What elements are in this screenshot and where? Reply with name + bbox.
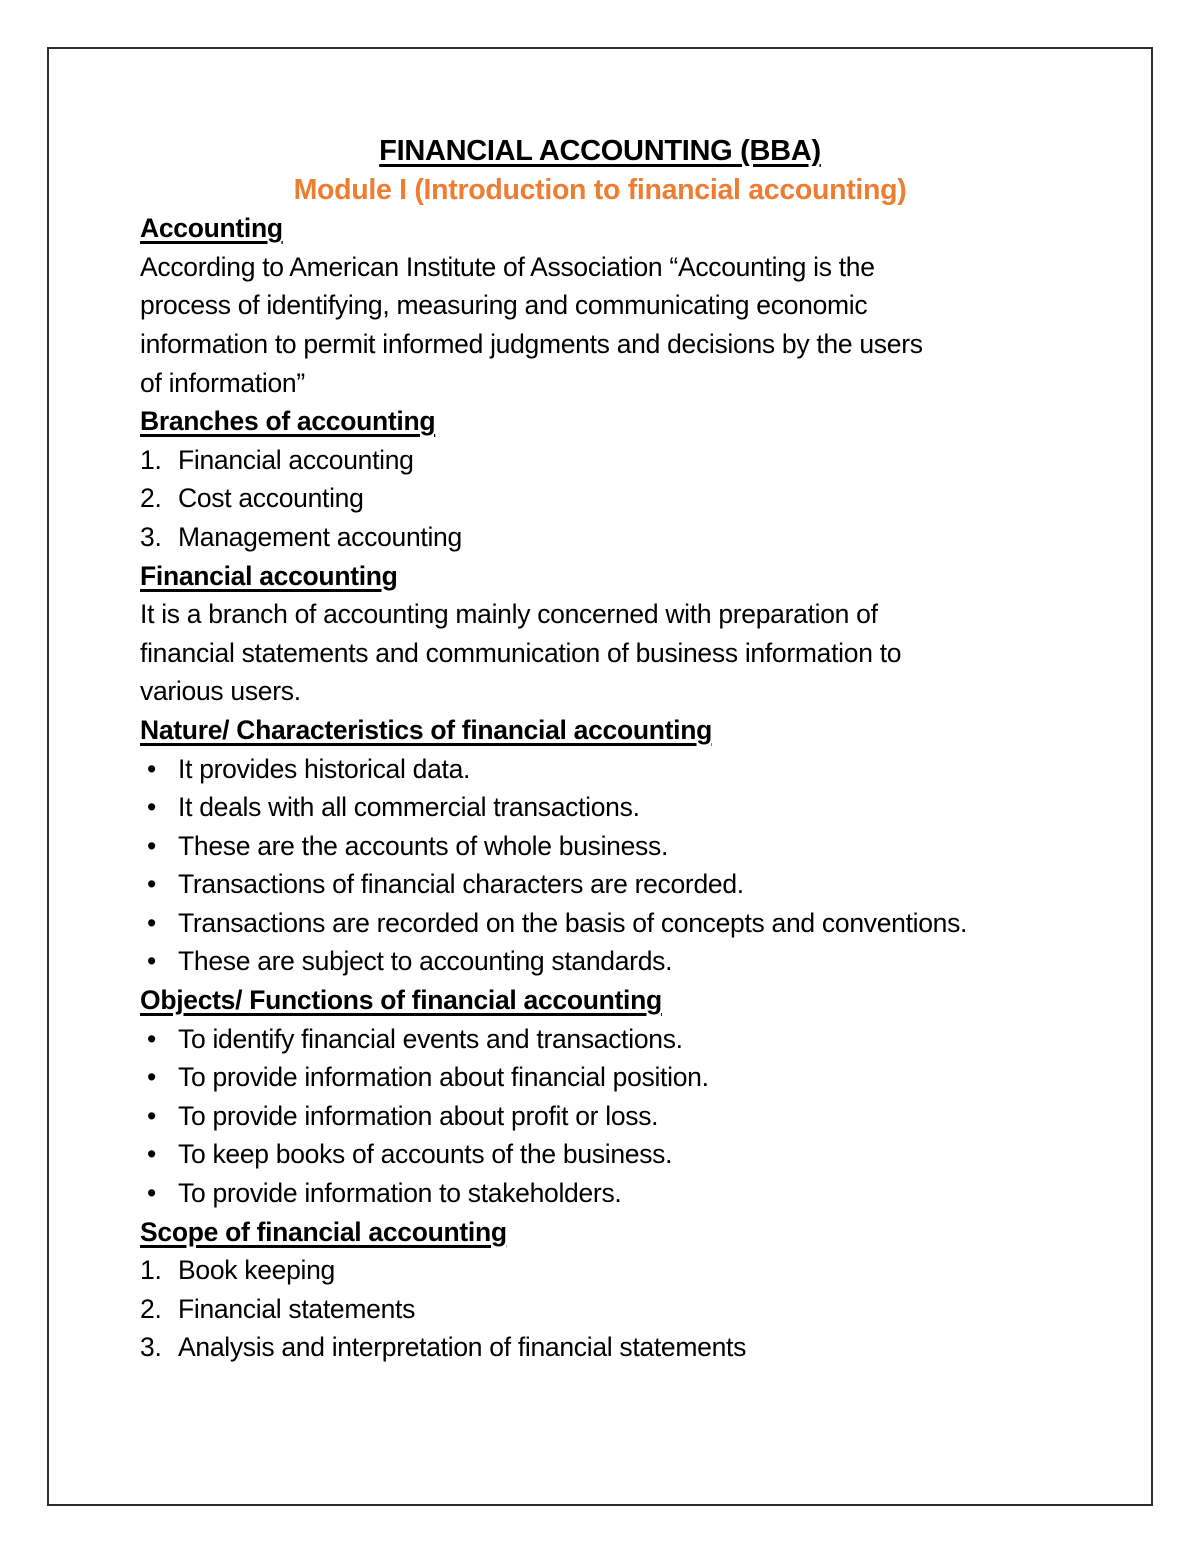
- section-heading-row: [140, 402, 1060, 441]
- bullet-icon: •: [147, 946, 156, 977]
- list-item-text: These are subject to accounting standards.: [178, 946, 673, 977]
- bullet-item: [140, 750, 1060, 789]
- bullet-item: [140, 904, 1060, 943]
- section-heading-row: [140, 981, 1060, 1020]
- paragraph-line: various users.: [140, 676, 301, 707]
- paragraph-line: According to American Institute of Association “Accounting is the: [140, 251, 875, 282]
- subtitle-row: [140, 171, 1060, 210]
- bullet-icon: •: [147, 907, 156, 938]
- list-item-text: Management accounting: [178, 521, 462, 552]
- list-item-text: To provide information about profit or loss.: [178, 1100, 659, 1131]
- list-item-text: Transactions of financial characters are recorded.: [178, 869, 744, 900]
- list-item-text: Financial statements: [178, 1293, 416, 1324]
- paragraph-line: It is a branch of accounting mainly concerned with preparation of: [140, 599, 878, 630]
- list-item-text: It deals with all commercial transactions.: [178, 792, 640, 823]
- paragraph-line: information to permit informed judgments and decisions by the users: [140, 328, 923, 359]
- list-number: 2.: [140, 483, 162, 514]
- section-heading-row: [140, 209, 1060, 248]
- bullet-icon: •: [147, 792, 156, 823]
- section-heading-financial-accounting: Financial accounting: [140, 560, 398, 591]
- list-number: 3.: [140, 521, 162, 552]
- list-item-text: To provide information to stakeholders.: [178, 1178, 622, 1209]
- numbered-item: [140, 441, 1060, 480]
- paragraph-line: process of identifying, measuring and communicating economic: [140, 290, 868, 321]
- section-heading-nature: Nature/ Characteristics of financial accounting: [140, 714, 712, 745]
- bullet-icon: •: [147, 1178, 156, 1209]
- list-item-text: Transactions are recorded on the basis of concepts and conventions.: [178, 907, 968, 938]
- bullet-icon: •: [147, 753, 156, 784]
- numbered-item: [140, 1290, 1060, 1329]
- list-number: 3.: [140, 1332, 162, 1363]
- paragraph-line: financial statements and communication of business information to: [140, 637, 902, 668]
- list-item-text: It provides historical data.: [178, 753, 471, 784]
- bullet-item: [140, 1097, 1060, 1136]
- bullet-item: [140, 1135, 1060, 1174]
- list-number: 1.: [140, 444, 162, 475]
- bullet-icon: •: [147, 1100, 156, 1131]
- section-heading-row: [140, 557, 1060, 596]
- bullet-item: [140, 1174, 1060, 1213]
- bullet-item: [140, 1058, 1060, 1097]
- numbered-item: [140, 1328, 1060, 1367]
- bullet-icon: •: [147, 830, 156, 861]
- numbered-item: [140, 1251, 1060, 1290]
- list-item-text: To identify financial events and transactions.: [178, 1023, 683, 1054]
- list-item-text: To keep books of accounts of the business.: [178, 1139, 673, 1170]
- bullet-icon: •: [147, 1023, 156, 1054]
- bullet-item: [140, 942, 1060, 981]
- section-heading-row: [140, 711, 1060, 750]
- list-number: 2.: [140, 1293, 162, 1324]
- section-heading-objects: Objects/ Functions of financial accounting: [140, 985, 662, 1016]
- module-subtitle: Module I (Introduction to financial accounting): [293, 173, 907, 206]
- bullet-item: [140, 827, 1060, 866]
- list-item-text: Book keeping: [178, 1255, 335, 1286]
- section-heading-scope: Scope of financial accounting: [140, 1216, 507, 1247]
- section-heading-row: [140, 1213, 1060, 1252]
- bullet-icon: •: [147, 1062, 156, 1093]
- document-title: FINANCIAL ACCOUNTING (BBA): [379, 135, 821, 167]
- list-item-text: Financial accounting: [178, 444, 414, 475]
- numbered-item: [140, 479, 1060, 518]
- section-heading-accounting: Accounting: [140, 213, 283, 244]
- bullet-item: [140, 865, 1060, 904]
- document-content: [140, 132, 1060, 1367]
- numbered-item: [140, 518, 1060, 557]
- list-number: 1.: [140, 1255, 162, 1286]
- list-item-text: Cost accounting: [178, 483, 364, 514]
- list-item-text: To provide information about financial position.: [178, 1062, 709, 1093]
- title-row: [140, 132, 1060, 171]
- bullet-item: [140, 1020, 1060, 1059]
- section-heading-branches: Branches of accounting: [140, 406, 436, 437]
- list-item-text: Analysis and interpretation of financial statements: [178, 1332, 747, 1363]
- bullet-icon: •: [147, 869, 156, 900]
- bullet-item: [140, 788, 1060, 827]
- paragraph-line: of information”: [140, 367, 305, 398]
- bullet-icon: •: [147, 1139, 156, 1170]
- list-item-text: These are the accounts of whole business.: [178, 830, 669, 861]
